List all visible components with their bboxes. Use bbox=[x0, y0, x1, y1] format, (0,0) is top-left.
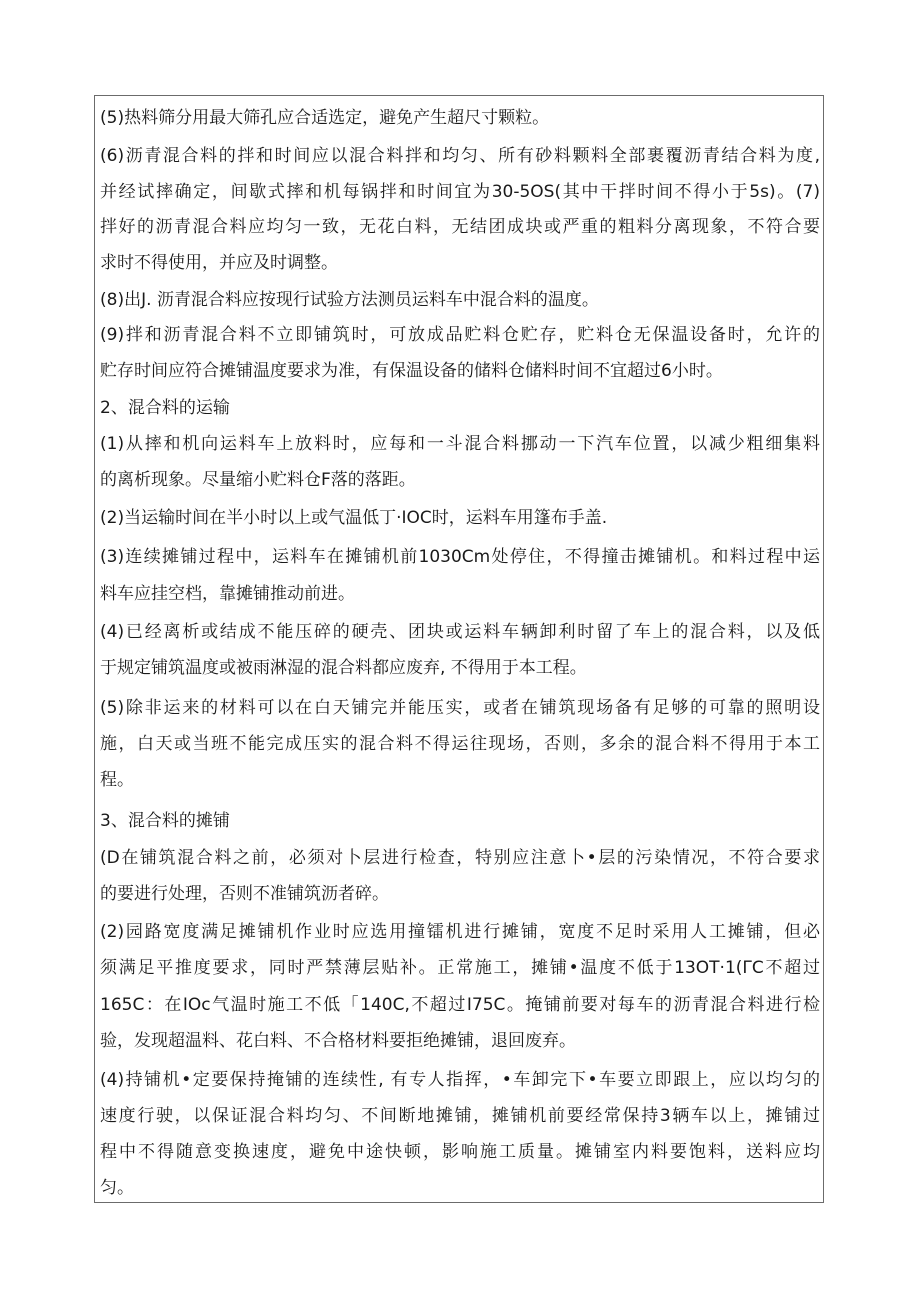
text-line: (2)当运输时间在半小时以上或气温低丁·IOC时，运料车用篷布手盖. bbox=[100, 508, 608, 528]
text-line: 并经试摔确定，间歇式摔和机每锅拌和时间宜为30-5OS(其中干拌时间不得小于5s)。(7) bbox=[100, 182, 820, 202]
text-line: 165C：在IOc气温时施工不低「140C,不超过I75C。掩铺前要对每车的沥青混合料进行检 bbox=[100, 995, 820, 1015]
text-line: 速度行驶，以保证混合料均匀、不间断地摊铺，摊铺机前要经常保持3辆车以上，摊铺过 bbox=[100, 1106, 820, 1126]
text-line: 料车应挂空档，靠摊铺推动前进。 bbox=[100, 584, 355, 604]
text-line: (5)热料筛分用最大筛孔应合适选定，避免产生超尺寸颗粒。 bbox=[100, 108, 550, 128]
text-line: 的要进行处理，否则不准铺筑沥者碎。 bbox=[100, 884, 389, 904]
text-line: 求时不得使用，并应及时调整。 bbox=[100, 253, 338, 273]
text-line: 于规定铺筑温度或被雨淋湿的混合料都应废弃, 不得用于本工程。 bbox=[100, 658, 587, 678]
text-line: (1)从摔和机向运料车上放料时，应每和一斗混合料挪动一下汽车位置，以减少粗细集料 bbox=[100, 434, 820, 454]
text-line: 程中不得随意变换速度，避免中途快顿，影响施工质量。摊铺室内料要饱料，送料应均 bbox=[100, 1142, 820, 1162]
text-line: (4)持铺机•定要保持掩铺的连续性, 有专人指挥，•车卸完下•车要立即跟上，应以均匀的 bbox=[100, 1070, 820, 1090]
text-line: (8)出J. 沥青混合料应按现行试验方法测员运料车中混合料的温度。 bbox=[100, 290, 599, 310]
text-line: (2)园路宽度满足摊铺机作业时应选用撞镭机进行摊铺，宽度不足时采用人工摊铺，但必 bbox=[100, 922, 820, 942]
text-line: (D在铺筑混合料之前，必须对卜层进行检查，特别应注意卜•层的污染情况，不符合要求 bbox=[100, 848, 820, 868]
text-line: 贮存时间应符合摊铺温度要求为准，有保温设备的储料仓储料时间不宜超过6小时。 bbox=[100, 361, 723, 381]
text-line: 验，发现超温料、花白料、不合格材料要拒绝摊铺，退回废弃。 bbox=[100, 1031, 576, 1051]
text-line: (9)拌和沥青混合料不立即铺筑时，可放成品贮料仓贮存，贮料仓无保温设备时，允许的 bbox=[100, 325, 820, 345]
text-line: (4)已经离析或结成不能压碎的硬壳、团块或运料车辆卸利时留了车上的混合料，以及低 bbox=[100, 622, 820, 642]
text-line: (3)连续摊铺过程中，运料车在摊铺机前1030Cm处停住，不得撞击摊铺机。和料过程中运 bbox=[100, 547, 820, 567]
text-line: (5)除非运来的材料可以在白天铺完并能压实，或者在铺筑现场备有足够的可靠的照明设 bbox=[100, 698, 820, 718]
text-line: 的离析现象。尽量缩小贮料仓F落的落距。 bbox=[100, 470, 416, 490]
text-line: 匀。 bbox=[100, 1178, 134, 1198]
text-line: (6)沥青混合料的拌和时间应以混合料拌和均匀、所有砂料颗料全部裹覆沥青结合料为度, bbox=[100, 146, 820, 166]
text-line: 拌好的沥青混合料应均匀一致，无花白料，无结团成块或严重的粗料分离现象，不符合要 bbox=[100, 217, 820, 237]
section-heading: 2、混合料的运输 bbox=[100, 398, 230, 418]
text-line: 程。 bbox=[100, 770, 134, 790]
text-line: 须满足平推度要求，同时严禁薄层贴补。正常施工，摊铺•温度不低于13OT·1(ΓC不超过 bbox=[100, 958, 820, 978]
text-line: 施，白天或当班不能完成压实的混合料不得运往现场，否则，多余的混合料不得用于本工 bbox=[100, 734, 820, 754]
section-heading: 3、混合料的摊铺 bbox=[100, 811, 230, 831]
